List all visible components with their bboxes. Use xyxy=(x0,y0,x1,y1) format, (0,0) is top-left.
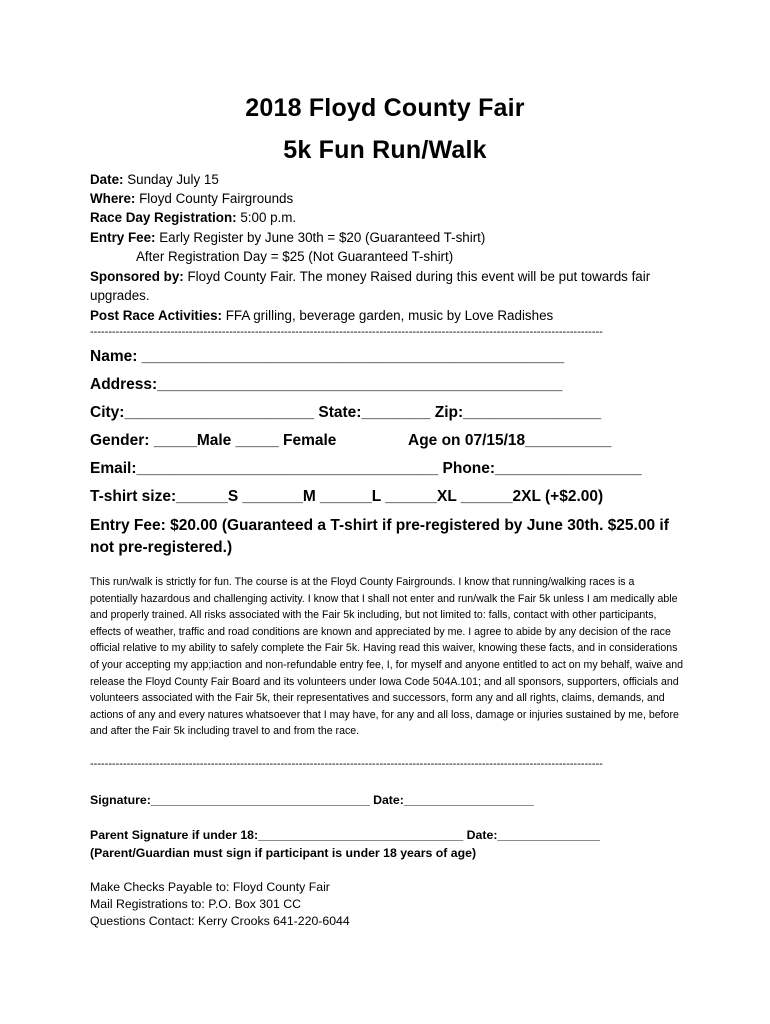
where-label: Where: xyxy=(90,191,136,206)
gender-field[interactable]: Gender: _____Male _____ Female xyxy=(90,432,337,449)
sponsor-value: Floyd County Fair. The money Raised during this event will be put towards fair xyxy=(183,269,651,284)
where-value: Floyd County Fairgrounds xyxy=(135,191,294,206)
where-line xyxy=(90,191,293,206)
signature-field[interactable]: Signature:________________________________ Date:___________________ xyxy=(90,793,534,807)
date-label: Date: xyxy=(90,172,124,187)
waiver-text: This run/walk is strictly for fun. The course is at the Floyd County Fairgrounds. I know that running/walking races is a potentially hazardous and challenging activity. I know that I shall not enter and run/walk the Fair 5k unless I am medically able and properly trained. All risks associated with the Fair 5k including, but not limited to: falls, contact with other participants, effects of weather, traffic and road conditions are known and appreciated by me. I agree to abide by any decision of the race official relative to my ability to safely complete the Fair 5k. Having read this waiver, knowing these facts, and in considerations of your accepting my app;iaction and non-refundable entry fee, I, for myself and anyone entitled to act on my behalf, waive and release the Floyd County Fair Board and its volunteers under Iowa Code 504A.101; and all sponsors, supporters, officials and volunteers associated with the Fair 5k, their representatives and successors, form any and all rights, claims, demands, and actions of any and every natures whatsoever that I may have, for any and all loss, damage or injuries sustained by me, before and after the Fair 5k including travel to and from the race. xyxy=(90,576,684,738)
form-title: 2018 Floyd County Fair xyxy=(245,94,525,122)
entry-fee-after-line: After Registration Day = $25 (Not Guaranteed T-shirt) xyxy=(136,249,454,264)
city-state-zip-field[interactable]: City:______________________ State:________ Zip:________________ xyxy=(90,404,602,421)
post-race-line xyxy=(90,308,553,323)
post-race-label: Post Race Activities: xyxy=(90,308,222,323)
email-phone-field[interactable]: Email:___________________________________ Phone:_________________ xyxy=(90,460,642,477)
parent-signature-note: (Parent/Guardian must sign if participant is under 18 years of age) xyxy=(90,846,477,860)
form-subtitle: 5k Fun Run/Walk xyxy=(283,136,487,164)
divider-bottom: -------------------------------------------------------------------------------------------------------------------------------------------- xyxy=(90,758,603,770)
mail-registrations: Mail Registrations to: P.O. Box 301 CC xyxy=(90,897,301,911)
raceday-line xyxy=(90,210,296,225)
sponsor-cont-line: upgrades. xyxy=(90,288,150,303)
date-value: Sunday July 15 xyxy=(123,172,219,187)
post-race-value: FFA grilling, beverage garden, music by Love Radishes xyxy=(221,308,554,323)
tshirt-size-field[interactable]: T-shirt size:______S _______M ______L ______XL ______2XL (+$2.00) xyxy=(90,488,604,505)
age-field[interactable]: Age on 07/15/18__________ xyxy=(408,432,612,449)
entry-fee-line xyxy=(90,230,485,245)
entry-fee-note: Entry Fee: $20.00 (Guaranteed a T-shirt if pre-registered by June 30th. $25.00 if not pre-registered.) xyxy=(90,517,669,556)
raceday-value: 5:00 p.m. xyxy=(236,210,297,225)
entry-fee-value: Early Register by June 30th = $20 (Guaranteed T-shirt) xyxy=(155,230,486,245)
entry-fee-label: Entry Fee: xyxy=(90,230,156,245)
name-field[interactable]: Name: _________________________________________________ xyxy=(90,348,565,365)
address-field[interactable]: Address:_______________________________________________ xyxy=(90,376,563,393)
parent-signature-field[interactable]: Parent Signature if under 18:______________________________ Date:_______________ xyxy=(90,828,601,842)
sponsor-line xyxy=(90,269,650,284)
questions-contact: Questions Contact: Kerry Crooks 641-220-6044 xyxy=(90,914,350,928)
raceday-label: Race Day Registration: xyxy=(90,210,237,225)
date-line xyxy=(90,172,219,187)
checks-payable: Make Checks Payable to: Floyd County Fair xyxy=(90,880,330,894)
sponsor-label: Sponsored by: xyxy=(90,269,184,284)
divider-top: -------------------------------------------------------------------------------------------------------------------------------------------- xyxy=(90,326,603,338)
